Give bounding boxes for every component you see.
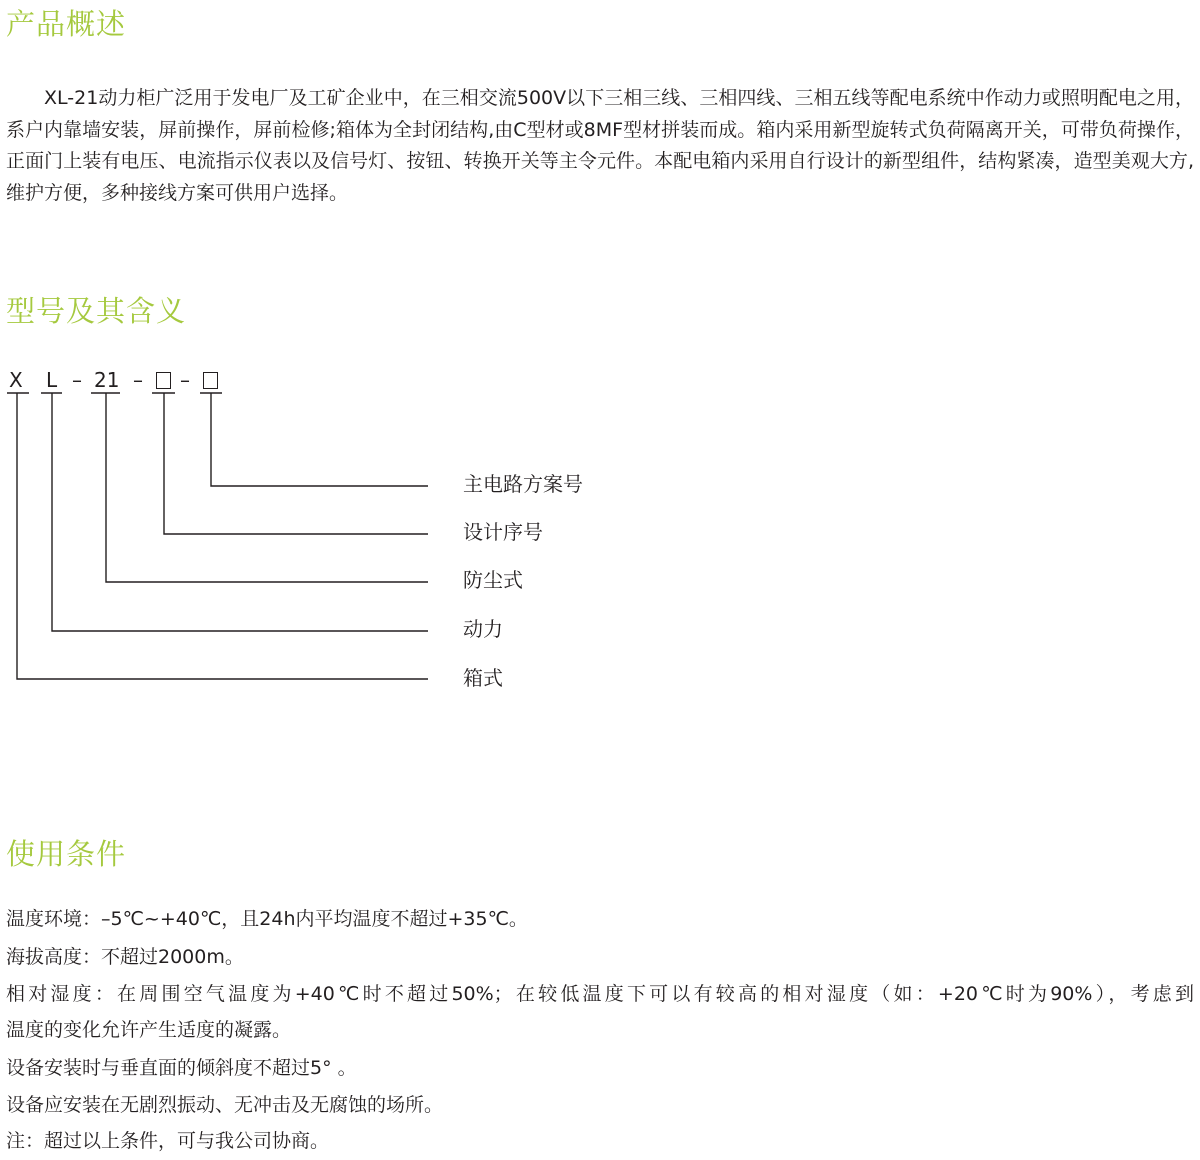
condition-inclination: 设备安装时与垂直面的倾斜度不超过5° 。	[6, 1057, 357, 1079]
model-title: 型号及其含义	[6, 294, 187, 328]
meaning-main-circuit: 主电路方案号	[463, 472, 583, 496]
condition-note: 注：超过以上条件，可与我公司协商。	[6, 1130, 330, 1152]
bracket-dustproof	[106, 393, 428, 582]
overview-text: XL-21动力柜广泛用于发电厂及工矿企业中，在三相交流500V以下三相三线、三相四线、三相五线等配电系统中作动力或照明配电之用，系户内靠墙安装，屏前操作，屏前检修;箱体为全封闭结构,由C型材或8MF型材拼装而成。箱内采用新型旋转式负荷隔离开关，可带负荷操作，正面门上装有电压、电流指示仪表以及信号灯、按钮、转换开关等主令元件。本配电箱内采用自行设计的新型组件，结构紧凑，造型美观大方,维护方便，多种接线方案可供用户选择。	[6, 87, 1194, 204]
model-code-dash: –	[133, 368, 143, 392]
condition-humidity: 相对湿度：在周围空气温度为+40℃时不超过50%；在较低温度下可以有较高的相对湿度（如：+20℃时为90%），考虑到	[6, 983, 1194, 1005]
bracket-power	[52, 393, 428, 631]
bracket-box-type	[17, 393, 428, 679]
meaning-design-serial: 设计序号	[463, 520, 543, 544]
model-code-dash: –	[72, 368, 82, 392]
meaning-power: 动力	[463, 617, 503, 641]
meaning-dustproof: 防尘式	[463, 568, 523, 592]
overview-title: 产品概述	[6, 7, 127, 41]
condition-humidity-cont: 温度的变化允许产生适度的凝露。	[6, 1019, 292, 1041]
model-code-l: L	[46, 368, 58, 392]
model-code-number: 21	[94, 368, 120, 392]
condition-altitude: 海拔高度：不超过2000m。	[6, 946, 244, 968]
bracket-main-circuit	[211, 393, 428, 486]
condition-site: 设备应安装在无剧烈振动、无冲击及无腐蚀的场所。	[6, 1094, 444, 1116]
condition-temperature: 温度环境：–5℃~+40℃，且24h内平均温度不超过+35℃。	[6, 908, 528, 930]
model-code-dash: –	[180, 368, 190, 392]
meaning-box-type: 箱式	[463, 666, 503, 690]
model-code-x: X	[9, 368, 23, 392]
bracket-design-serial	[164, 393, 428, 534]
overview-paragraph	[6, 83, 1194, 209]
conditions-title: 使用条件	[6, 837, 127, 871]
model-bracket-diagram	[0, 380, 440, 685]
